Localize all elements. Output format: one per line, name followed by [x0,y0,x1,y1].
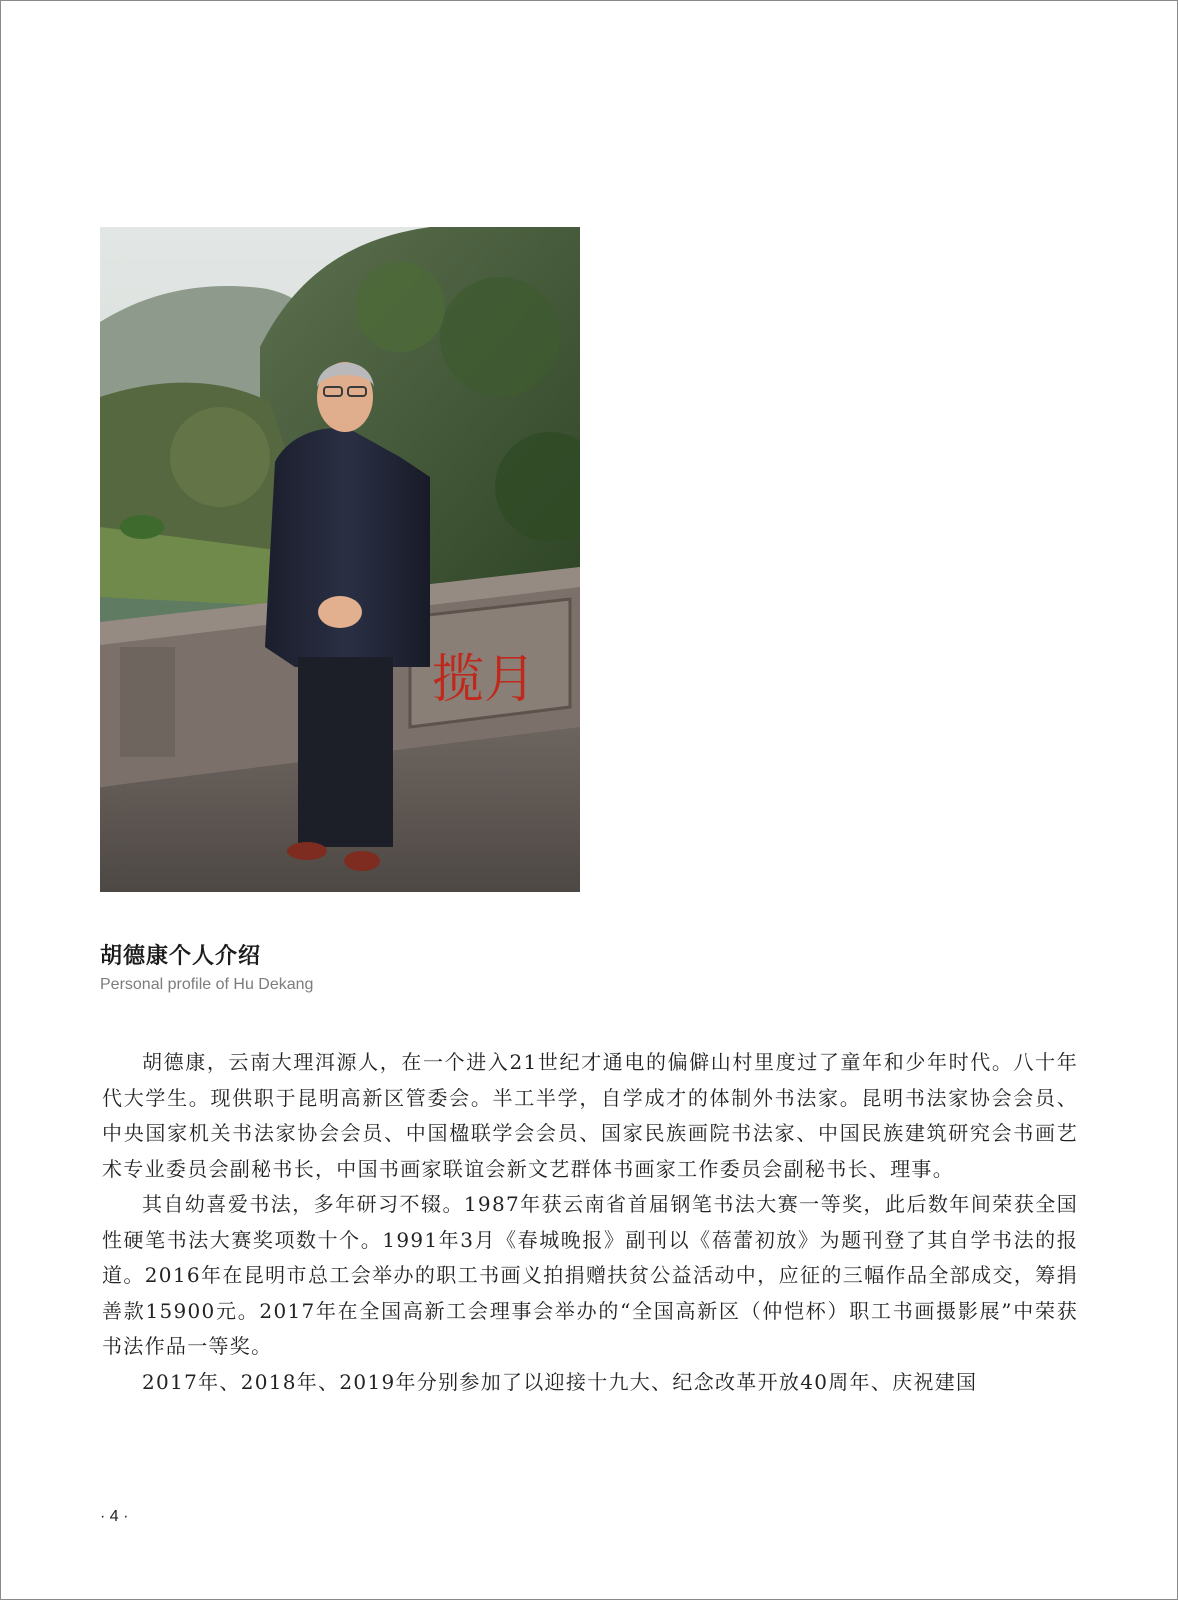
portrait-photo [100,227,580,892]
profile-paragraph: 2017年、2018年、2019年分别参加了以迎接十九大、纪念改革开放40周年、庆祝建国 [142,1369,978,1394]
profile-subtitle: Personal profile of Hu Dekang [100,976,314,993]
page-number: · 4 · [100,1508,129,1525]
profile-paragraph: 其自幼喜爱书法，多年研习不辍。1987年获云南省首届钢笔书法大赛一等奖，此后数年间荣获全国性硬笔书法大赛奖项数十个。1991年3月《春城晚报》副刊以《蓓蕾初放》为题刊登了其自学书法的报道。2016年在昆明市总工会举办的职工书画义拍捐赠扶贫公益活动中，应征的三幅作品全部成交，筹捐善款15900元。2017年在全国高新工会理事会举办的“全国高新区（仲恺杯）职工书画摄影展”中荣获书法作品一等奖。 [102,1192,1078,1358]
profile-body [102,1045,1078,1400]
profile-title: 胡德康个人介绍 [100,944,262,969]
profile-paragraph: 胡德康，云南大理洱源人，在一个进入21世纪才通电的偏僻山村里度过了童年和少年时代。八十年代大学生。现供职于昆明高新区管委会。半工半学，自学成才的体制外书法家。昆明书法家协会会员、中央国家机关书法家协会会员、中国楹联学会会员、国家民族画院书法家、中国民族建筑研究会书画艺术专业委员会副秘书长，中国书画家联谊会新文艺群体书画家工作委员会副秘书长、理事。 [102,1050,1078,1181]
bridge-carved-text: 揽月 [432,650,537,710]
